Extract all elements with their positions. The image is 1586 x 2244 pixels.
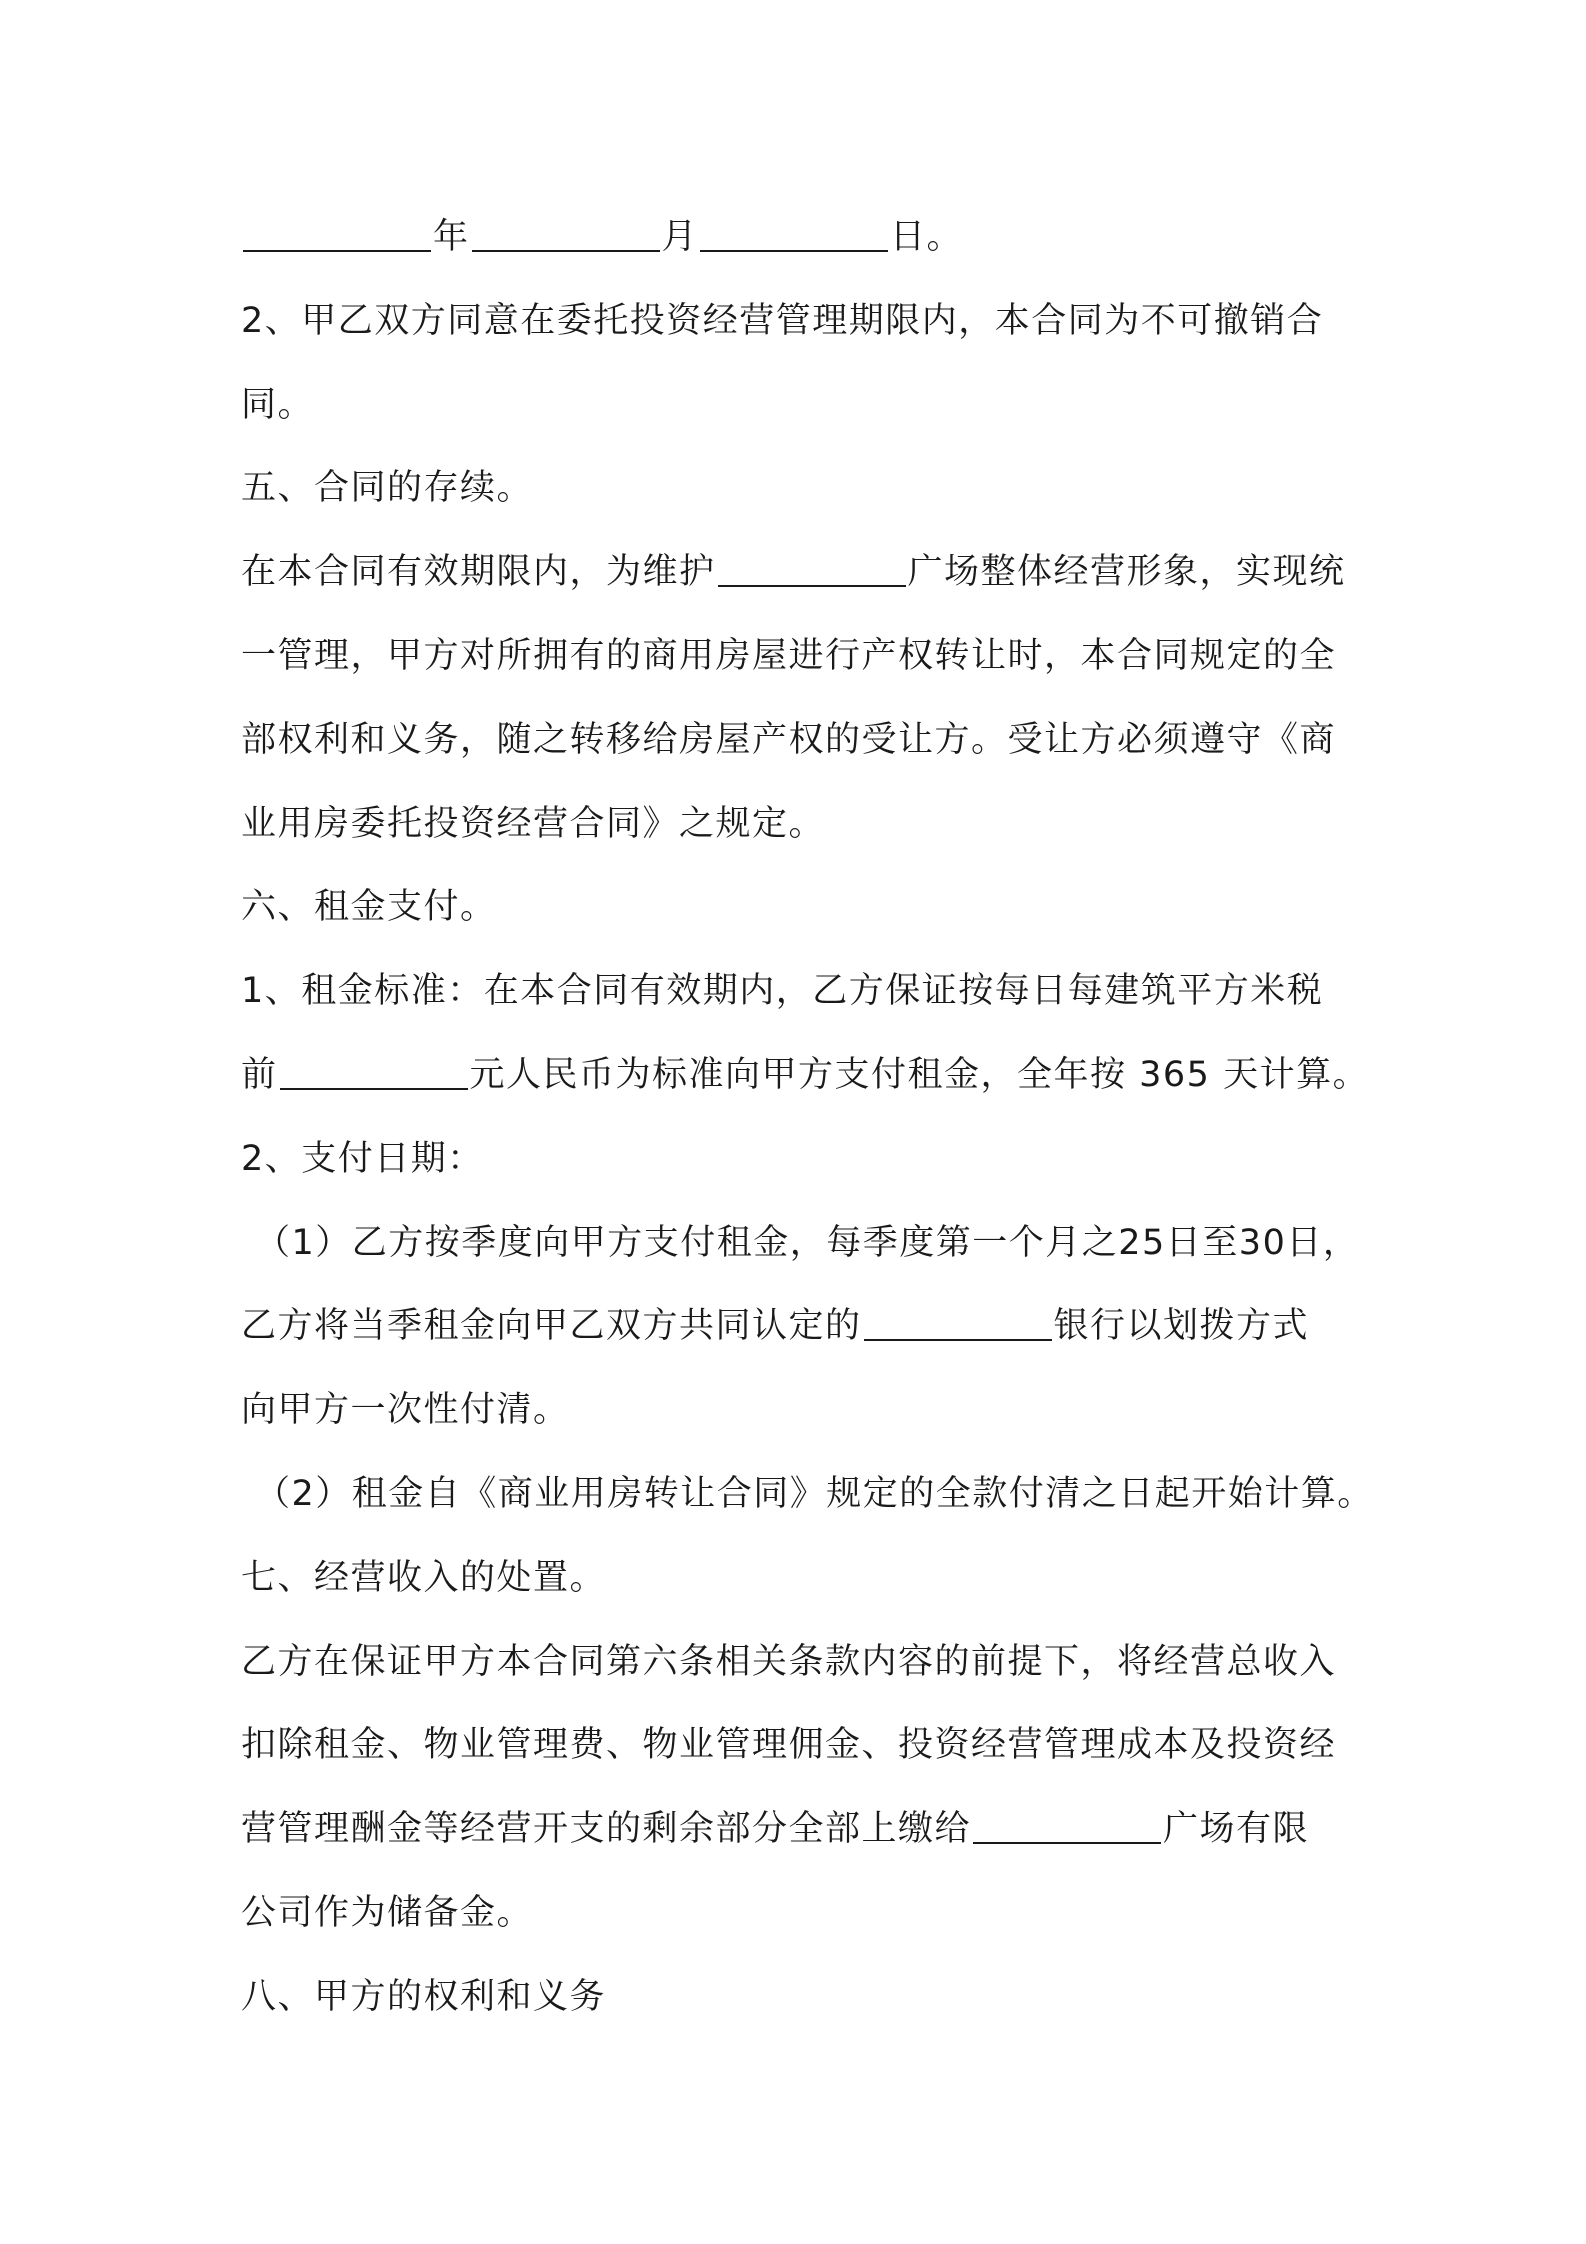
text-segment: 营管理酬金等经营开支的剩余部分全部上缴给	[241, 1809, 972, 1850]
text-segment: 元人民币为标准向甲方支付租金，全年按 365 天计算。	[469, 1054, 1370, 1095]
month-label: 月	[661, 217, 699, 257]
text-segment: 银行以划拨方式	[1053, 1306, 1310, 1347]
paragraph-line: 扣除租金、物业管理费、物业管理佣金、投资经营管理成本及投资经	[241, 1725, 1337, 1766]
day-label: 日。	[890, 217, 964, 257]
paragraph-line	[241, 1285, 1371, 1369]
paragraph-line: 同。	[241, 384, 315, 425]
bank-name-blank	[864, 1338, 1052, 1341]
text-segment: 乙方将当季租金向甲乙双方共同认定的	[241, 1306, 862, 1347]
text-segment: 在本合同有效期限内，为维护	[241, 552, 716, 593]
paragraph-line: 部权利和义务，随之转移给房屋产权的受让方。受让方必须遵守《商	[241, 719, 1337, 760]
section-heading-6: 六、租金支付。	[241, 887, 497, 928]
paragraph-line: 2、甲乙双方同意在委托投资经营管理期限内，本合同为不可撤销合	[241, 300, 1324, 341]
paragraph-line: 1、租金标准：在本合同有效期内，乙方保证按每日每建筑平方米税	[241, 971, 1324, 1012]
day-blank	[700, 249, 888, 252]
paragraph-line: 向甲方一次性付清。	[241, 1390, 570, 1431]
document-body	[241, 196, 1374, 2040]
paragraph-line: 公司作为储备金。	[241, 1892, 534, 1933]
rent-amount-blank	[280, 1087, 468, 1090]
paragraph-line: 乙方在保证甲方本合同第六条相关条款内容的前提下，将经营总收入	[241, 1641, 1337, 1682]
date-line	[241, 196, 1371, 280]
paragraph-line: 业用房委托投资经营合同》之规定。	[241, 803, 826, 844]
plaza-name-blank	[718, 584, 906, 587]
paragraph-line	[241, 1034, 1371, 1118]
month-blank	[472, 249, 660, 252]
text-segment: 广场有限	[1163, 1809, 1310, 1850]
paragraph-line: 一管理，甲方对所拥有的商用房屋进行产权转让时，本合同规定的全	[241, 635, 1337, 676]
year-label: 年	[433, 217, 470, 257]
year-blank	[243, 249, 431, 252]
paragraph-line: （1）乙方按季度向甲方支付租金，每季度第一个月之25日至30日，	[255, 1222, 1360, 1263]
section-heading-8: 八、甲方的权利和义务	[241, 1976, 607, 2017]
section-heading-7: 七、经营收入的处置。	[241, 1557, 607, 1598]
text-segment: 广场整体经营形象，实现统	[907, 552, 1346, 593]
paragraph-line	[241, 1788, 1371, 1872]
paragraph-line: （2）租金自《商业用房转让合同》规定的全款付清之日起开始计算。	[255, 1473, 1374, 1514]
company-name-blank	[973, 1841, 1161, 1844]
subsection-heading: 2、支付日期：	[241, 1138, 484, 1179]
text-segment: 前	[241, 1054, 278, 1095]
section-heading-5: 五、合同的存续。	[241, 468, 534, 509]
paragraph-line	[241, 531, 1371, 615]
